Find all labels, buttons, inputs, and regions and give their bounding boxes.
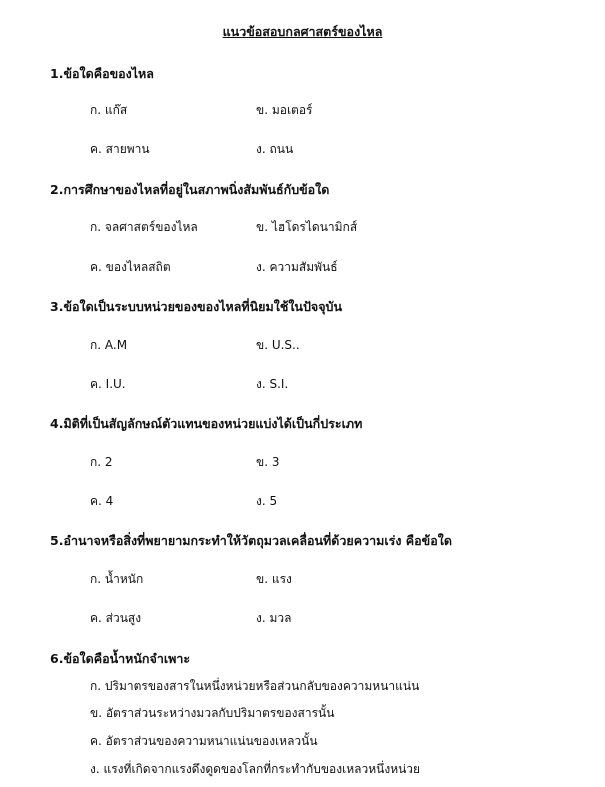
q2-choice-b: ข. ไฮโดรไดนามิกส์ [256, 220, 358, 234]
q1-choice-a: ก. แก๊ส [90, 103, 128, 117]
q2-choice-c: ค. ของไหลสถิต [90, 260, 171, 274]
q5-choice-d: ง. มวล [256, 611, 292, 625]
q1-choice-c: ค. สายพาน [90, 142, 150, 156]
q4-choice-d: ง. 5 [256, 494, 278, 508]
question-2: 2.การศึกษาของไหลที่อยู่ในสภาพนิ่งสัมพันธ์กับข้อใด [50, 182, 330, 197]
question-3: 3.ข้อใดเป็นระบบหน่วยของของไหลที่นิยมใช้ในปัจจุบัน [50, 299, 343, 314]
q6-choice-d: ง. แรงที่เกิดจากแรงดึงดูดของโลกที่กระทำกับของเหลวหนึ่งหน่วย [90, 762, 421, 776]
q2-choice-a: ก. จลศาสตร์ของไหล [90, 220, 198, 234]
q1-choice-d: ง. ถนน [256, 142, 294, 156]
question-4: 4.มิติที่เป็นสัญลักษณ์ตัวแทนของหน่วยแบ่งได้เป็นกี่ประเภท [50, 416, 363, 431]
q3-choice-b: ข. U.S.. [256, 338, 300, 352]
q1-choice-b: ข. มอเตอร์ [256, 103, 313, 117]
q4-choice-a: ก. 2 [90, 455, 113, 469]
q6-choice-b: ข. อัตราส่วนระหว่างมวลกับปริมาตรของสารนั้น [90, 706, 335, 720]
q4-choice-b: ข. 3 [256, 455, 280, 469]
q5-choice-a: ก. น้ำหนัก [90, 572, 144, 586]
q6-choice-a: ก. ปริมาตรของสารในหนึ่งหน่วยหรือส่วนกลับของความหนาแน่น [90, 679, 420, 693]
q2-choice-d: ง. ความสัมพันธ์ [256, 260, 338, 274]
q6-choice-c: ค. อัตราส่วนของความหนาแน่นของเหลวนั้น [90, 734, 318, 748]
q4-choice-c: ค. 4 [90, 494, 114, 508]
q5-choice-c: ค. ส่วนสูง [90, 611, 142, 625]
q3-choice-c: ค. I.U. [90, 377, 126, 391]
document-title: แนวข้อสอบกลศาสตร์ของไหล [222, 24, 383, 39]
q5-choice-b: ข. แรง [256, 572, 292, 586]
q3-choice-d: ง. S.I. [256, 377, 289, 391]
question-5: 5.อำนาจหรือสิ่งที่พยายามกระทำให้วัตถุมวลเคลื่อนที่ด้วยความเร่ง คือข้อใด [50, 533, 452, 548]
question-6: 6.ข้อใดคือน้ำหนักจำเพาะ [50, 651, 191, 666]
q3-choice-a: ก. A.M [90, 338, 128, 352]
question-1: 1.ข้อใดคือของไหล [50, 66, 154, 81]
